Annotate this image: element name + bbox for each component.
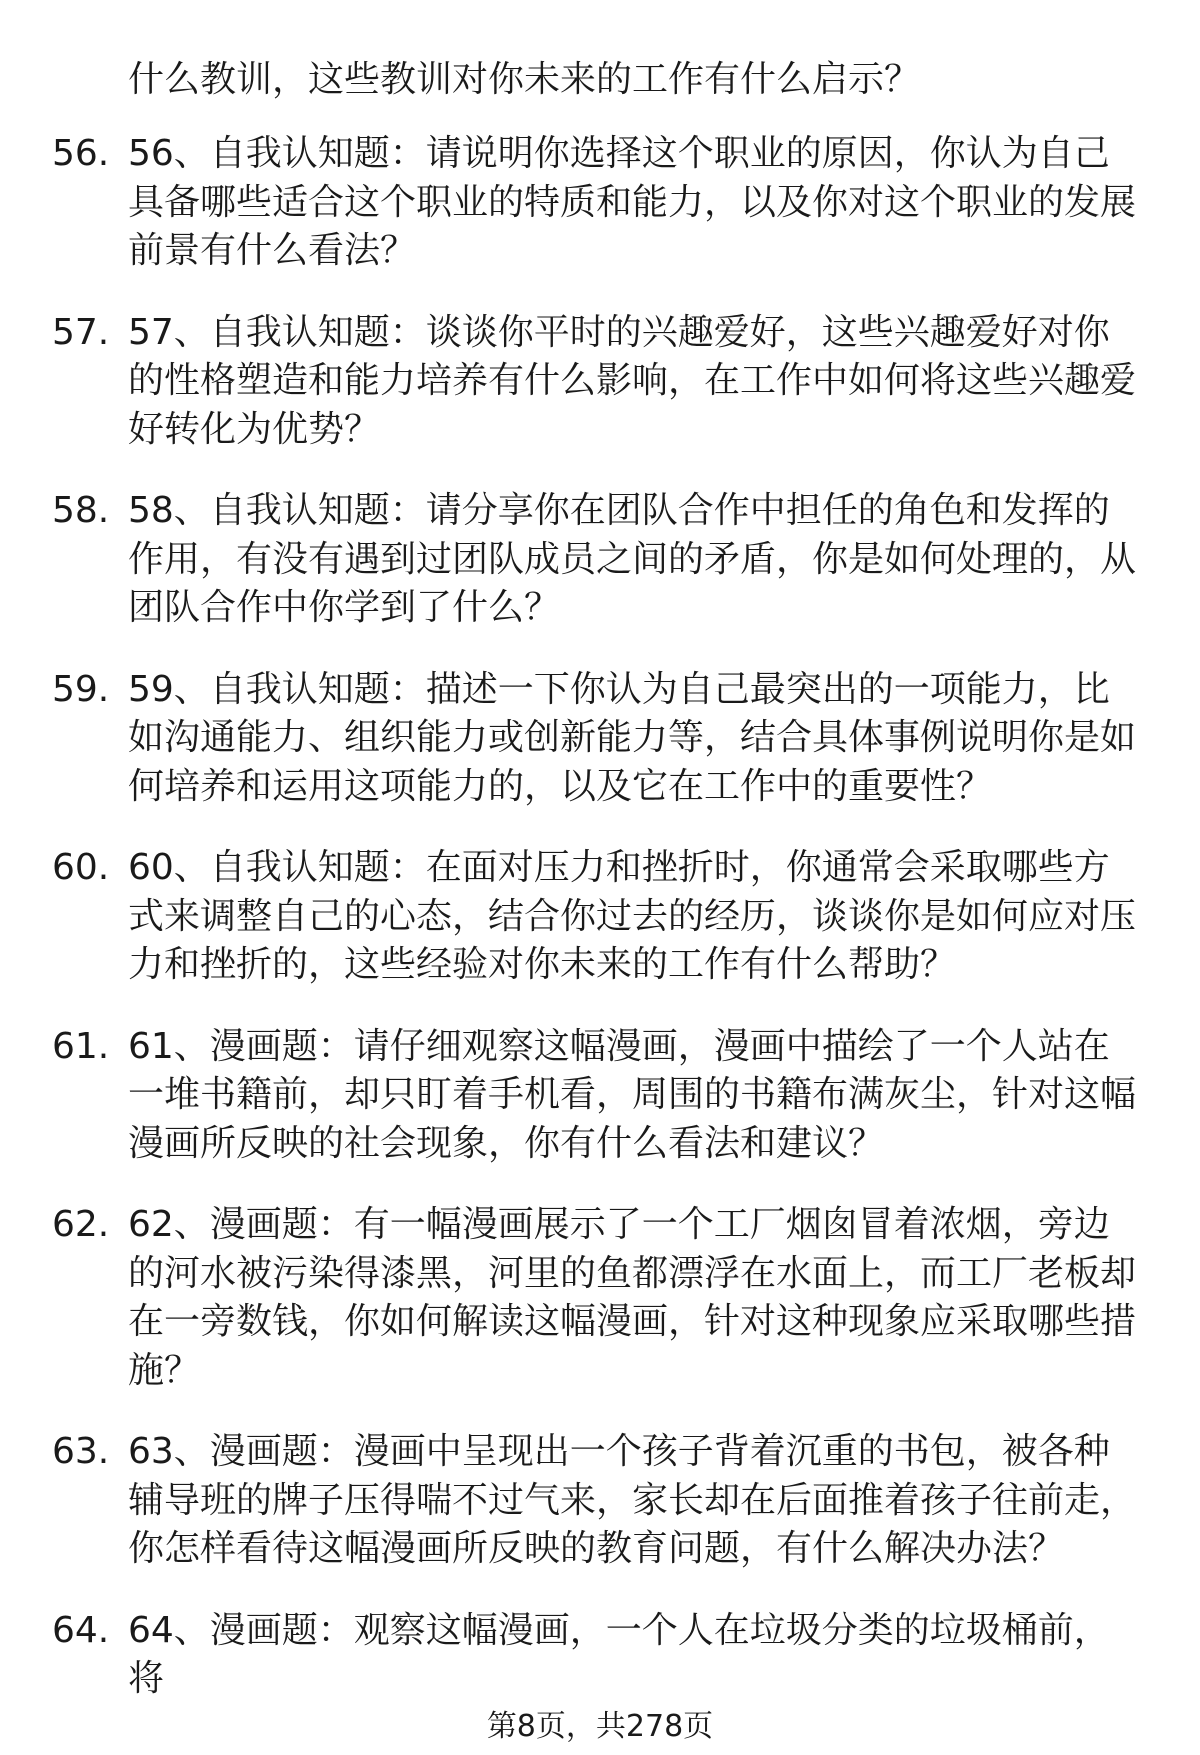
item-text: 63、漫画题：漫画中呈现出一个孩子背着沉重的书包，被各种辅导班的牌子压得喘不过气来，家长却在后面推着孩子往前走，你怎样看待这幅漫画所反映的教育问题，有什么解决办法？ bbox=[128, 1431, 1137, 1569]
item-text: 58、自我认知题：请分享你在团队合作中担任的角色和发挥的作用，有没有遇到过团队成员之间的矛盾，你是如何处理的，从团队合作中你学到了什么？ bbox=[128, 490, 1137, 628]
continuation-text: 什么教训，这些教训对你未来的工作有什么启示？ bbox=[128, 59, 921, 100]
item-text: 60、自我认知题：在面对压力和挫折时，你通常会采取哪些方式来调整自己的心态，结合你过去的经历，谈谈你是如何应对压力和挫折的，这些经验对你未来的工作有什么帮助？ bbox=[128, 847, 1137, 985]
item-text: 64、漫画题：观察这幅漫画，一个人在垃圾分类的垃圾桶前，将 bbox=[128, 1609, 1110, 1699]
item-number: 60. bbox=[52, 847, 110, 888]
item-number: 61. bbox=[52, 1025, 110, 1067]
list-item bbox=[0, 1023, 1200, 1169]
item-number: 56. bbox=[52, 133, 110, 174]
list-item bbox=[0, 1428, 1200, 1574]
item-number: 58. bbox=[52, 490, 110, 531]
item-text: 62、漫画题：有一幅漫画展示了一个工厂烟囱冒着浓烟，旁边的河水被污染得漆黑，河里的鱼都漂浮在水面上，而工厂老板却在一旁数钱，你如何解读这幅漫画，针对这种现象应采取哪些措施？ bbox=[128, 1204, 1137, 1391]
question-list bbox=[0, 130, 1200, 1737]
list-item bbox=[0, 1201, 1200, 1395]
item-number: 57. bbox=[52, 311, 110, 353]
item-text: 57、自我认知题：谈谈你平时的兴趣爱好，这些兴趣爱好对你的性格塑造和能力培养有什么影响，在工作中如何将这些兴趣爱好转化为优势？ bbox=[128, 311, 1137, 450]
item-number: 62. bbox=[52, 1204, 110, 1245]
item-number: 64. bbox=[52, 1609, 110, 1651]
list-item bbox=[0, 130, 1200, 276]
list-item bbox=[0, 309, 1200, 455]
item-text: 59、自我认知题：描述一下你认为自己最突出的一项能力，比如沟通能力、组织能力或创新能力等，结合具体事例说明你是如何培养和运用这项能力的，以及它在工作中的重要性？ bbox=[128, 668, 1137, 807]
item-text: 56、自我认知题：请说明你选择这个职业的原因，你认为自己具备哪些适合这个职业的特质和能力，以及你对这个职业的发展前景有什么看法？ bbox=[128, 133, 1137, 271]
list-item bbox=[0, 487, 1200, 633]
page-footer: 第8页，共278页 bbox=[486, 1709, 714, 1744]
item-number: 59. bbox=[52, 668, 110, 710]
list-item bbox=[0, 666, 1200, 812]
list-item bbox=[0, 1607, 1200, 1704]
item-text: 61、漫画题：请仔细观察这幅漫画，漫画中描绘了一个人站在一堆书籍前，却只盯着手机看，周围的书籍布满灰尘，针对这幅漫画所反映的社会现象，你有什么看法和建议？ bbox=[128, 1025, 1137, 1164]
list-item bbox=[0, 844, 1200, 990]
item-number: 63. bbox=[52, 1431, 110, 1472]
